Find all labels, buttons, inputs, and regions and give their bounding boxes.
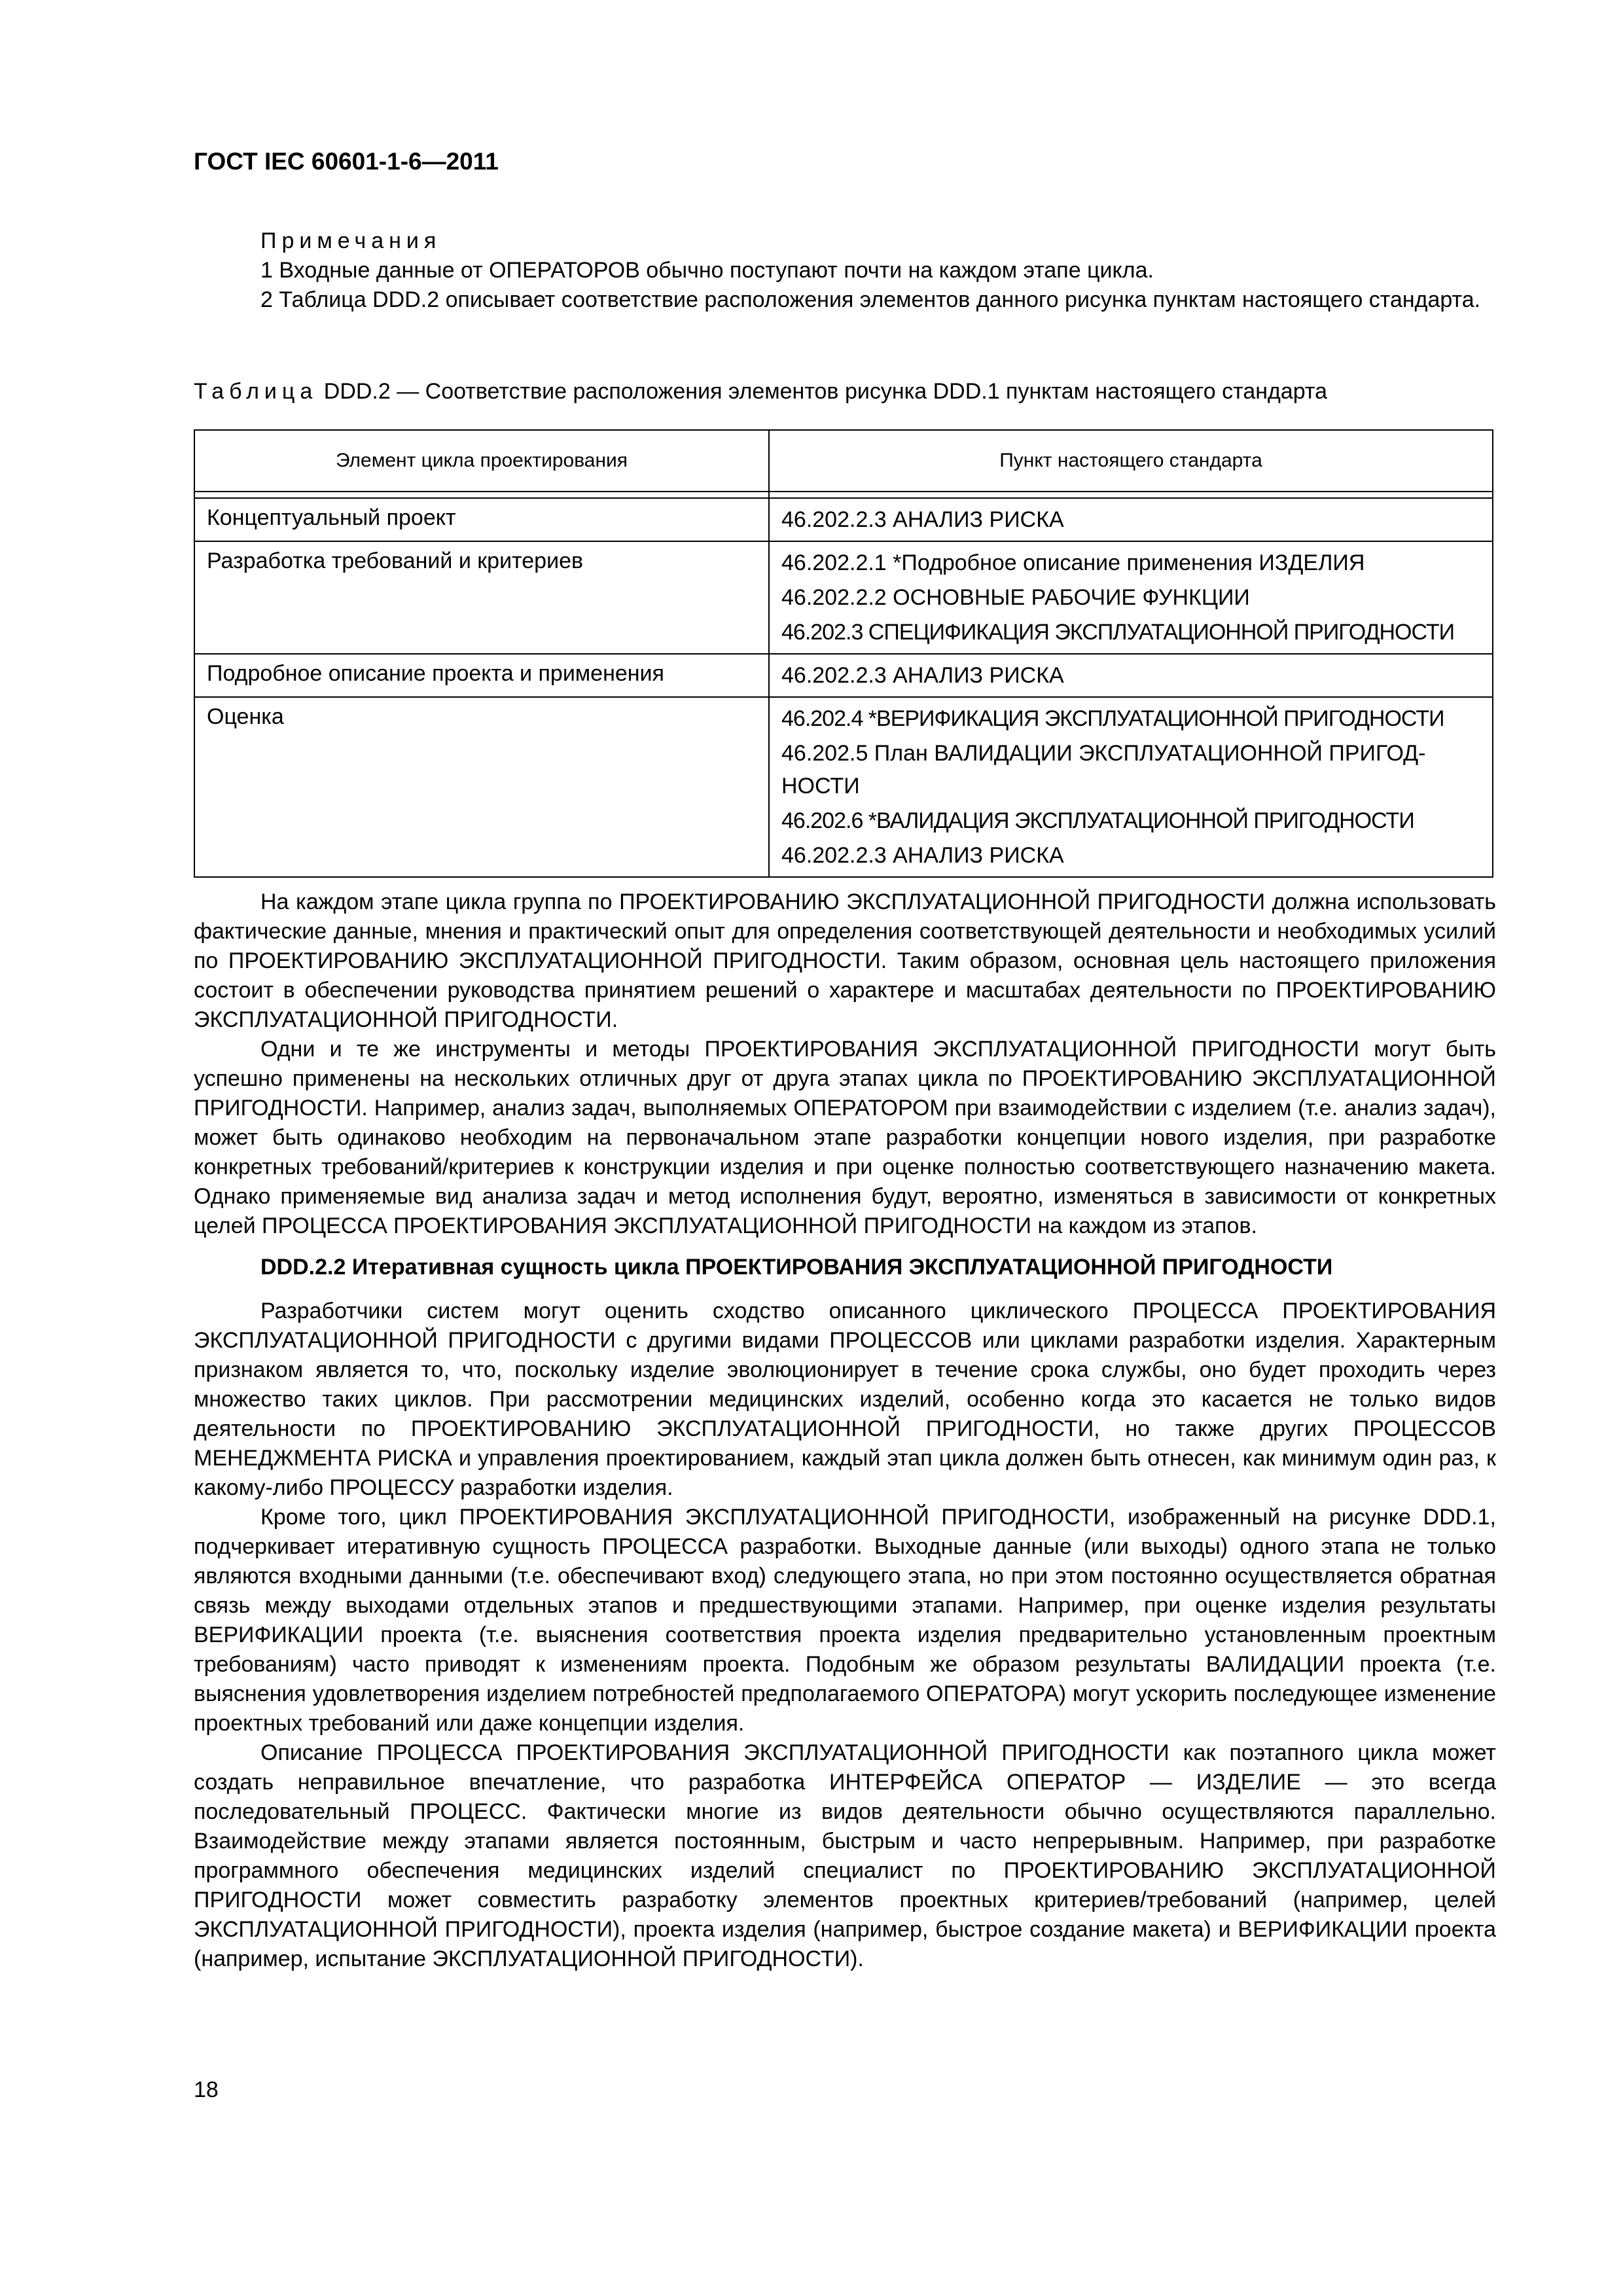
table-row xyxy=(194,541,1493,654)
clause-ref: 46.202.6 *ВАЛИДАЦИЯ ЭКСПЛУАТАЦИОННОЙ ПРИГОДНОСТИ xyxy=(781,808,1414,833)
paragraph: Одни и те же инструменты и методы ПРОЕКТИРОВАНИЯ ЭКСПЛУАТАЦИОННОЙ ПРИГОДНОСТИ могут быть успешно применены на нескольких отличных друг от друга этапах цикла по ПРОЕКТИРОВАНИЮ ЭКСПЛУАТАЦИОННОЙ ПРИГОДНОСТИ. Например, анализ задач, выполняемых ОПЕРАТОРОМ при взаимодействии с изделием (т.е. анализ задач), может быть одинаково необходим на первоначальном этапе разработки концепции нового изделия, при разработке конкретных требований/критериев к конструкции изделия и при оценке полностью соответствующего назначению макета. Однако применяемые вид анализа задач и метод исполнения будут, вероятно, изменяться в зависимости от конкретных целей ПРОЦЕССА ПРОЕКТИРОВАНИЯ ЭКСПЛУАТАЦИОННОЙ ПРИГОДНОСТИ на каждом из этапов. xyxy=(194,1037,1496,1238)
clause-ref: 46.202.2.2 ОСНОВНЫЕ РАБОЧИЕ ФУНКЦИИ xyxy=(781,585,1250,610)
table-row xyxy=(194,498,1493,541)
table-caption-label: Таблица xyxy=(194,379,318,404)
note-item: 2 Таблица DDD.2 описывает соответствие расположения элементов данного рисунка пунктам настоящего стандарта. xyxy=(260,287,1481,312)
clause-ref: 46.202.2.3 АНАЛИЗ РИСКА xyxy=(781,843,1064,868)
table-caption-text: DDD.2 — Соответствие расположения элементов рисунка DDD.1 пунктам настоящего стандарта xyxy=(323,379,1328,404)
paragraph: Кроме того, цикл ПРОЕКТИРОВАНИЯ ЭКСПЛУАТАЦИОННОЙ ПРИГОДНОСТИ, изображенный на рисунке DDD.1, подчеркивает итеративную сущность ПРОЦЕССА разработки. Выходные данные (или выходы) одного этапа не только являются входными данными (т.е. обеспечивают вход) следующего этапа, но при этом постоянно осуществляется обратная связь между выходами отдельных этапов и предшествующими этапами. Например, при оценке изделия результаты ВЕРИФИКАЦИИ проекта (т.е. выяснения соответствия проекта изделия предварительно установленным проектным требованиям) часто приводят к изменениям проекта. Подобным же образом результаты ВАЛИДАЦИИ проекта (т.е. выяснения удовлетворения изделием потребностей предполагаемого ОПЕРАТОРА) могут ускорить последующее изменение проектных требований или даже концепции изделия. xyxy=(194,1505,1496,1736)
table-cell-element: Концептуальный проект xyxy=(194,498,769,541)
clause-ref: 46.202.3 СПЕЦИФИКАЦИЯ ЭКСПЛУАТАЦИОННОЙ ПРИГОДНОСТИ xyxy=(781,620,1455,645)
table-cell-element: Оценка xyxy=(194,697,769,877)
page-number: 18 xyxy=(194,2077,219,2102)
notes-block xyxy=(194,226,1496,315)
table-cell-refs xyxy=(769,541,1493,654)
table-cell-refs xyxy=(769,654,1493,697)
body-text xyxy=(194,888,1496,1974)
table-row xyxy=(194,697,1493,877)
note-item: 1 Входные данные от ОПЕРАТОРОВ обычно поступают почти на каждом этапе цикла. xyxy=(260,258,1154,283)
clause-ref: 46.202.2.3 АНАЛИЗ РИСКА xyxy=(781,507,1064,532)
correspondence-table xyxy=(194,429,1493,878)
notes-title: Примечания xyxy=(260,228,442,253)
table-cell-refs xyxy=(769,498,1493,541)
clause-ref: 46.202.5 План ВАЛИДАЦИИ ЭКСПЛУАТАЦИОННОЙ ПРИГОД-НОСТИ xyxy=(781,741,1426,798)
paragraph: Описание ПРОЦЕССА ПРОЕКТИРОВАНИЯ ЭКСПЛУАТАЦИОННОЙ ПРИГОДНОСТИ как поэтапного цикла может создать неправильное впечатление, что разработка ИНТЕРФЕЙСА ОПЕРАТОР — ИЗДЕЛИЕ — это всегда последовательный ПРОЦЕСС. Фактически многие из видов деятельности обычно осуществляются параллельно. Взаимодействие между этапами является постоянным, быстрым и часто непрерывным. Например, при разработке программного обеспечения медицинских изделий специалист по ПРОЕКТИРОВАНИЮ ЭКСПЛУАТАЦИОННОЙ ПРИГОДНОСТИ может совместить разработку элементов проектных критериев/требований (например, целей ЭКСПЛУАТАЦИОННОЙ ПРИГОДНОСТИ), проекта изделия (например, быстрое создание макета) и ВЕРИФИКАЦИИ проекта (например, испытание ЭКСПЛУАТАЦИОННОЙ ПРИГОДНОСТИ). xyxy=(194,1740,1496,1971)
table-cell-element: Разработка требований и критериев xyxy=(194,541,769,654)
clause-ref: 46.202.2.3 АНАЛИЗ РИСКА xyxy=(781,663,1064,688)
table-header-element: Элемент цикла проектирования xyxy=(194,430,769,492)
table-cell-refs xyxy=(769,697,1493,877)
paragraph: На каждом этапе цикла группа по ПРОЕКТИРОВАНИЮ ЭКСПЛУАТАЦИОННОЙ ПРИГОДНОСТИ должна использовать фактические данные, мнения и практический опыт для определения соответствующей деятельности и необходимых усилий по ПРОЕКТИРОВАНИЮ ЭКСПЛУАТАЦИОННОЙ ПРИГОДНОСТИ. Таким образом, основная цель настоящего приложения состоит в обеспечении руководства принятием решений о характере и масштабах деятельности по ПРОЕКТИРОВАНИЮ ЭКСПЛУАТАЦИОННОЙ ПРИГОДНОСТИ. xyxy=(194,889,1496,1032)
table-row xyxy=(194,654,1493,697)
standard-header: ГОСТ IEC 60601-1-6—2011 xyxy=(194,148,499,175)
table-caption xyxy=(194,377,1496,406)
section-heading: DDD.2.2 Итеративная сущность цикла ПРОЕКТИРОВАНИЯ ЭКСПЛУАТАЦИОННОЙ ПРИГОДНОСТИ xyxy=(260,1255,1333,1280)
table-cell-element: Подробное описание проекта и применения xyxy=(194,654,769,697)
clause-ref: 46.202.2.1 *Подробное описание применения ИЗДЕЛИЯ xyxy=(781,550,1365,575)
paragraph: Разработчики систем могут оценить сходство описанного циклического ПРОЦЕССА ПРОЕКТИРОВАНИЯ ЭКСПЛУАТАЦИОННОЙ ПРИГОДНОСТИ с другими видами ПРОЦЕССОВ или циклами разработки изделия. Характерным признаком является то, что, поскольку изделие эволюционирует в течение срока службы, оно будет проходить через множество таких циклов. При рассмотрении медицинских изделий, особенно когда это касается не только видов деятельности по ПРОЕКТИРОВАНИЮ ЭКСПЛУАТАЦИОННОЙ ПРИГОДНОСТИ, но также других ПРОЦЕССОВ МЕНЕДЖМЕНТА РИСКА и управления проектированием, каждый этап цикла должен быть отнесен, как минимум один раз, к какому-либо ПРОЦЕССУ разработки изделия. xyxy=(194,1299,1496,1500)
table-header-clause: Пункт настоящего стандарта xyxy=(769,430,1493,492)
clause-ref: 46.202.4 *ВЕРИФИКАЦИЯ ЭКСПЛУАТАЦИОННОЙ ПРИГОДНОСТИ xyxy=(781,706,1444,731)
